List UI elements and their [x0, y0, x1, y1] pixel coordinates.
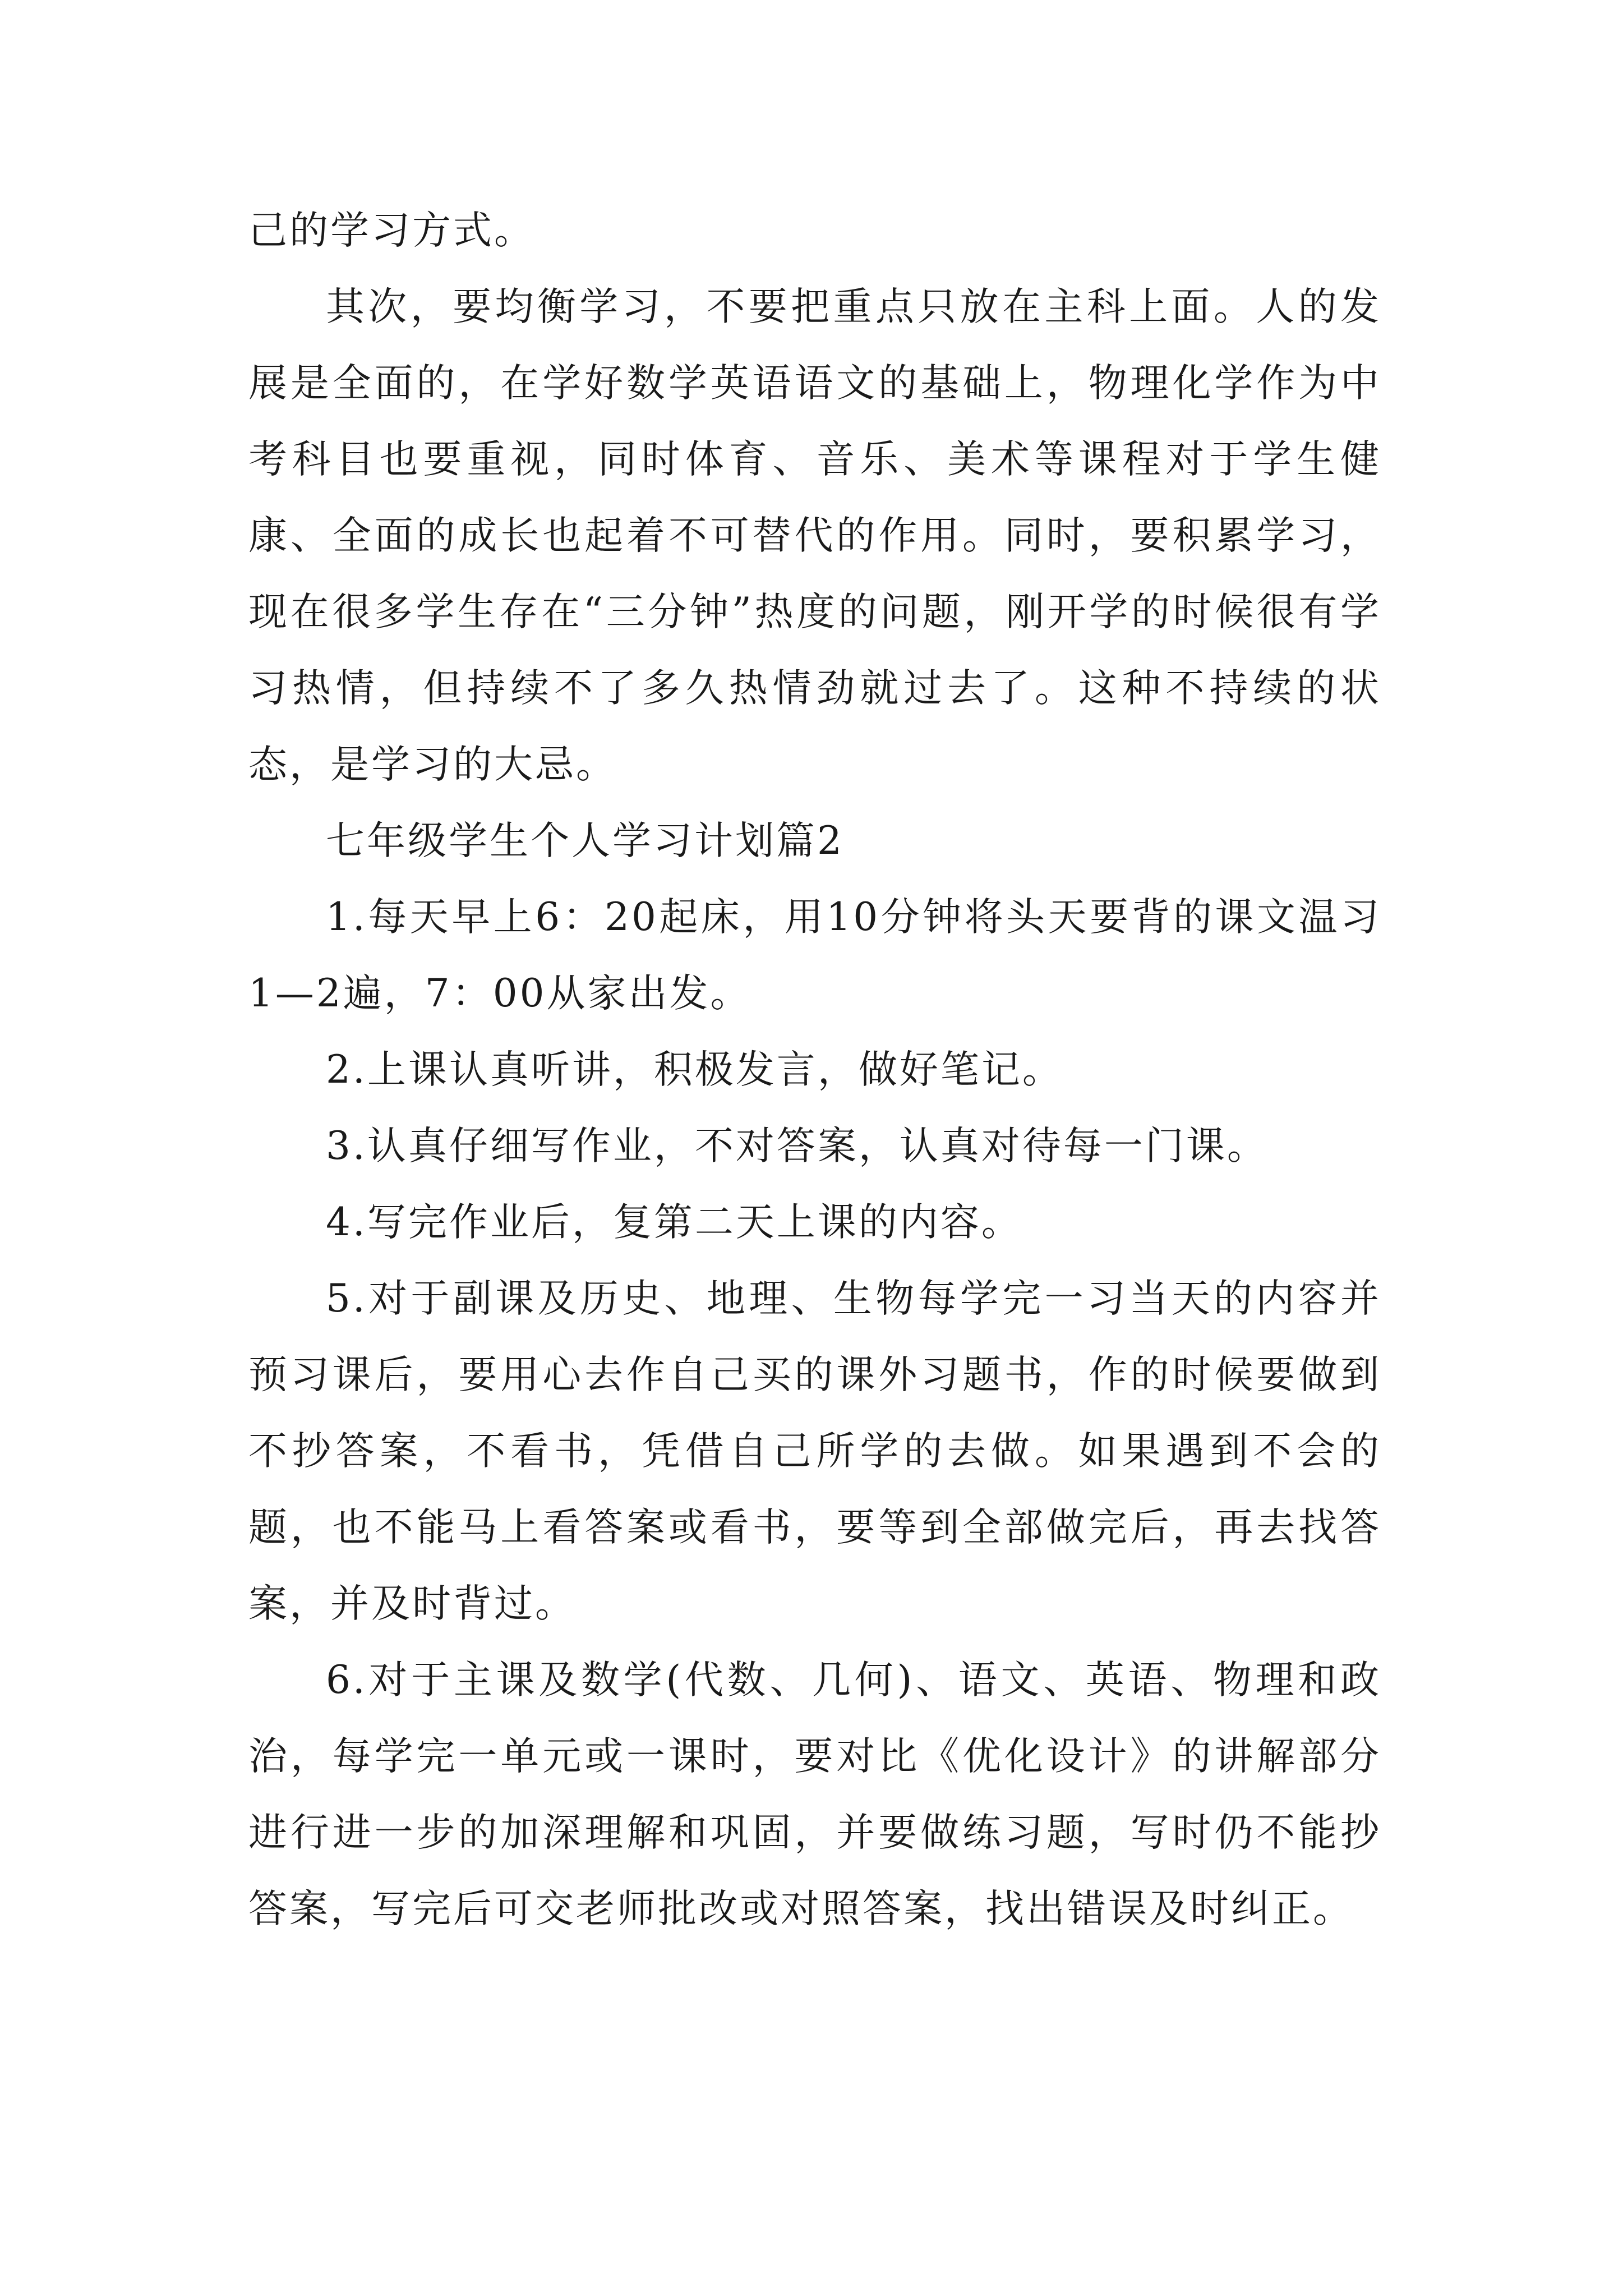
- document-body: [248, 192, 1381, 1947]
- list-item: 6.对于主课及数学(代数、几何)、语文、英语、物理和政治，每学完一单元或一课时，要对比《优化设计》的讲解部分进行进一步的加深理解和巩固，并要做练习题，写时仍不能抄答案，写完后可交老师批改或对照答案，找出错误及时纠正。: [248, 1658, 1381, 1931]
- list-item: 1.每天早上6：20起床，用10分钟将头天要背的课文温习1—2遍，7：00从家出发。: [248, 895, 1381, 1016]
- list-item: 3.认真仔细写作业，不对答案，认真对待每一门课。: [326, 1124, 1268, 1168]
- list-item: 5.对于副课及历史、地理、生物每学完一习当天的内容并预习课后，要用心去作自己买的课外习题书，作的时候要做到不抄答案，不看书，凭借自己所学的去做。如果遇到不会的题，也不能马上看答案或看书，要等到全部做完后，再去找答案，并及时背过。: [248, 1276, 1381, 1626]
- list-item: 4.写完作业后，复第二天上课的内容。: [326, 1200, 1022, 1245]
- list-item: 2.上课认真听讲，积极发言，做好笔记。: [326, 1047, 1063, 1092]
- paragraph-balanced-study: 其次，要均衡学习，不要把重点只放在主科上面。人的发展是全面的，在学好数学英语语文的基础上，物理化学作为中考科目也要重视，同时体育、音乐、美术等课程对于学生健康、全面的成长也起着不可替代的作用。同时，要积累学习，现在很多学生存在“三分钟”热度的问题，刚开学的时候很有学习热情，但持续不了多久热情劲就过去了。这种不持续的状态，是学习的大忌。: [248, 284, 1381, 787]
- continuation-paragraph: 己的学习方式。: [248, 208, 535, 253]
- section-title: 七年级学生个人学习计划篇2: [326, 818, 844, 863]
